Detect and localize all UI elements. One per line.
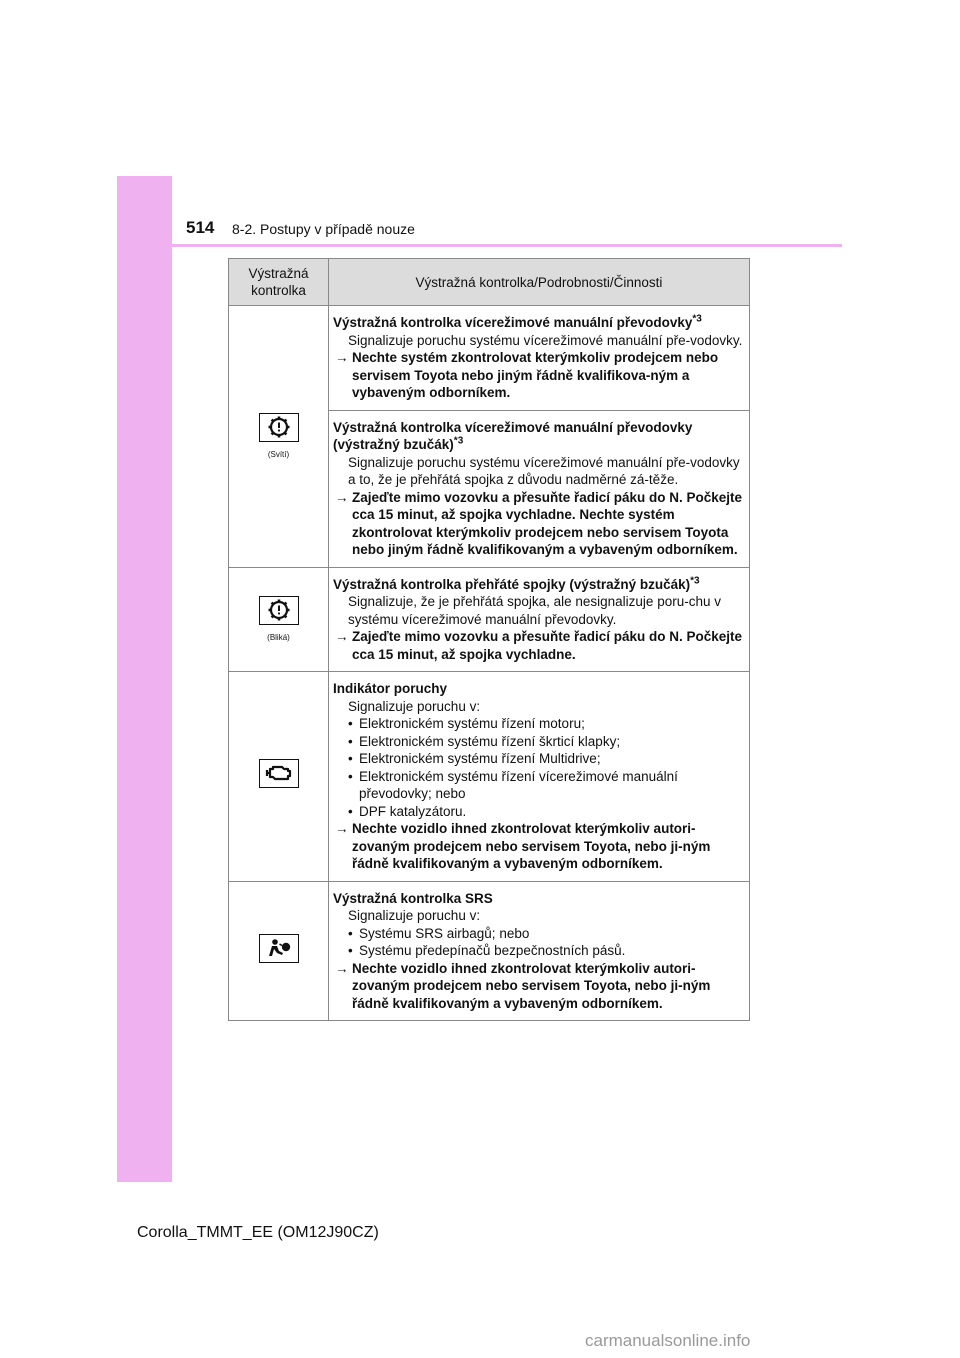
list-item: • Elektronickém systému řízení škrticí klapky; — [348, 733, 621, 749]
desc-cell — [329, 567, 750, 672]
list-item: • Systému předepínačů bezpečnostních pásů. — [348, 943, 626, 958]
watermark: carmanualsonline.info — [585, 1331, 751, 1350]
table-row — [229, 672, 750, 882]
page-number: 514 — [186, 218, 215, 237]
list-item: • Systému SRS airbagů; nebo — [348, 925, 530, 941]
row-title: Výstražná kontrolka SRS — [333, 890, 493, 906]
desc-cell — [329, 410, 750, 567]
row-action: → Nechte systém zkontrolovat kterýmkoliv prodejcem nebo servisem Toyota nebo jiným řádně kvalifikova-ným a vybaveným odborníkem. — [335, 350, 719, 400]
icon-cell-engine — [229, 672, 329, 882]
row-title: Výstražná kontrolka přehřáté spojky (výstražný bzučák)$^{*3}$ — [333, 575, 700, 592]
table-row — [229, 567, 750, 672]
row-text: Signalizuje poruchu v: — [348, 698, 481, 714]
row-title: Výstražná kontrolka vícerežimové manuální převodovky (výstražný bzučák)$^{*3}$ — [333, 419, 693, 452]
footnote-ref: *3 — [692, 313, 702, 325]
section-title: 8-2. Postupy v případě nouze — [232, 221, 415, 237]
row-title: Indikátor poruchy — [333, 681, 448, 696]
row-text: Signalizuje, že je přehřátá spojka, ale nesignalizuje poru-chu v systému vícerežimové manuální převodovky. — [348, 594, 721, 627]
row-title: Výstražná kontrolka vícerežimové manuální převodovky$^{*3}$ — [333, 313, 702, 330]
arrow-icon: → — [335, 960, 349, 976]
row-action: → Zajeďte mimo vozovku a přesuňte řadicí páku do N. Počkejte cca 15 minut, až spojka vychladne. Nechte systém zkontrolovat kterýmkoliv prodejcem nebo servisem Toyota nebo jiným řádně kvalifikovaným a vybaveným odborníkem. — [335, 489, 743, 557]
table-row — [229, 881, 750, 1021]
srs-airbag-icon — [259, 934, 299, 963]
footnote-ref: *3 — [453, 435, 464, 447]
manual-id-footer: Corolla_TMMT_EE (OM12J90CZ) — [137, 1224, 379, 1241]
desc-cell — [329, 672, 750, 882]
chapter-side-tab — [117, 176, 172, 1182]
row-text: Signalizuje poruchu systému vícerežimové manuální pře-vodovky a to, že je přehřátá spojka z důvodu nadměrné zá-těže. — [348, 454, 740, 487]
row-text: Signalizuje poruchu systému vícerežimové manuální pře-vodovky. — [348, 332, 743, 348]
desc-cell — [329, 881, 750, 1021]
col-desc-header: Výstražná kontrolka/Podrobnosti/Činnosti — [329, 259, 750, 306]
check-engine-icon — [259, 759, 299, 788]
list-item: • Elektronickém systému řízení Multidrive; — [348, 751, 601, 766]
list-item: • Elektronickém systému řízení vícerežimové manuální převodovky; nebo — [348, 768, 678, 801]
arrow-icon: → — [335, 629, 349, 644]
warning-lights-table — [228, 258, 750, 1021]
footnote-ref: *3 — [690, 575, 700, 586]
row-action: → Nechte vozidlo ihned zkontrolovat kterýmkoliv autori-zovaným prodejcem nebo servisem Toyota, nebo ji-ným řádně kvalifikovaným a vybaveným odborníkem. — [335, 821, 711, 871]
arrow-icon: → — [335, 350, 349, 365]
list-item: • DPF katalyzátoru. — [348, 803, 467, 819]
transmission-gear-warning-icon — [259, 413, 299, 442]
icon-cell-transmission — [229, 306, 329, 568]
desc-cell — [329, 306, 750, 411]
row-text: Signalizuje poruchu v: — [348, 908, 481, 923]
icon-cell-clutch — [229, 567, 329, 672]
table-row — [229, 306, 750, 411]
arrow-icon: → — [335, 821, 349, 836]
list-item: • Elektronickém systému řízení motoru; — [348, 716, 585, 731]
transmission-gear-warning-icon — [259, 596, 299, 625]
row-action: → Zajeďte mimo vozovku a přesuňte řadicí páku do N. Počkejte cca 15 minut, až spojka vychladne. — [335, 629, 743, 662]
icon-cell-srs — [229, 881, 329, 1021]
table-header-row — [229, 259, 750, 306]
col-icon-header: Výstražná kontrolka — [229, 259, 329, 306]
arrow-icon: → — [335, 489, 349, 505]
icon-caption-flashing: (Bliká) — [267, 633, 290, 643]
header-rule — [172, 244, 842, 247]
icon-caption-lit: (Svítí) — [267, 450, 290, 460]
row-action: → Nechte vozidlo ihned zkontrolovat kterýmkoliv autori-zovaným prodejcem nebo servisem Toyota, nebo ji-ným řádně kvalifikovaným a vybaveným odborníkem. — [335, 960, 711, 1011]
